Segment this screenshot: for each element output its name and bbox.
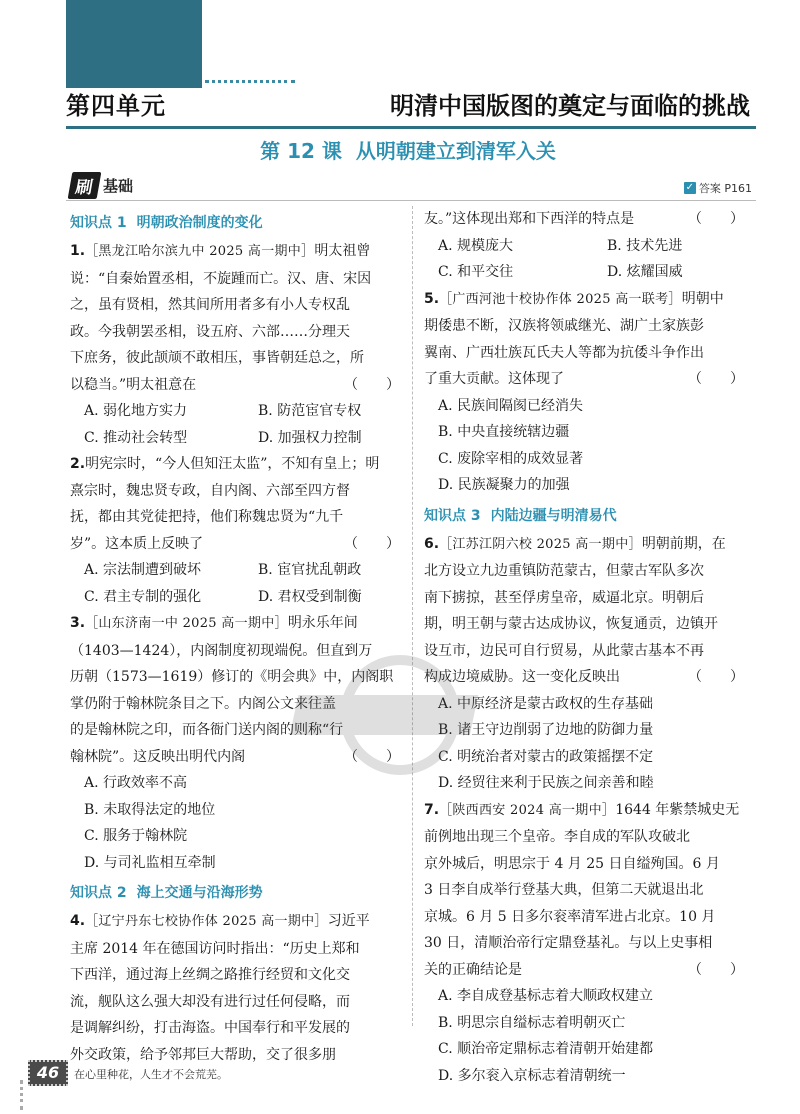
question-line: 关的正确结论是 <box>424 961 522 978</box>
question-line: 下西洋，通过海上丝绸之路推行经贸和文化交 <box>70 967 350 983</box>
question-line: 构成边境威胁。这一变化反映出 <box>424 669 620 685</box>
page-number: 46 <box>36 1063 60 1082</box>
option-c[interactable]: C. 顺治帝定鼎标志着清朝开始建都 <box>438 1041 654 1057</box>
question-line: 北方设立九边重镇防范蒙古，但蒙古军队多次 <box>424 563 704 579</box>
option-b[interactable]: B. 宦官扰乱朝政 <box>258 562 362 578</box>
question-line: 明永乐年间 <box>287 615 358 631</box>
question-line: 明宪宗时，“今人但知汪太监”，不知有皇上；明 <box>85 456 380 472</box>
question-5 <box>424 286 762 499</box>
question-line: 明朝中 <box>681 290 724 307</box>
option-a[interactable]: A. 中原经济是蒙古政权的生存基础 <box>438 695 654 712</box>
question-number: 7. <box>424 801 440 818</box>
question-number: 5. <box>424 290 440 307</box>
left-column <box>70 206 418 1068</box>
question-number: 1. <box>70 243 86 259</box>
check-icon: ✓ <box>685 182 695 193</box>
option-a[interactable]: A. 规模庞大 <box>438 237 514 254</box>
option-a[interactable]: A. 行政效率不高 <box>84 775 188 791</box>
unit-title: 明清中国版图的奠定与面临的挑战 <box>390 92 750 120</box>
option-d[interactable]: D. 民族凝聚力的加强 <box>438 477 570 493</box>
question-number: 6. <box>424 535 440 552</box>
answer-blank[interactable]: （ ） <box>688 211 744 227</box>
question-line: 掌仍附于翰林院条目之下。内阁公文来往盖 <box>70 695 336 712</box>
question-source: ［黑龙江哈尔滨九中 2025 高一期中］ <box>85 244 315 259</box>
question-line: 习近平 <box>327 913 370 929</box>
option-b[interactable]: B. 防范宦官专权 <box>258 403 362 419</box>
question-line: 以稳当。”明太祖意在 <box>70 376 197 393</box>
question-line: 抚，都由其党徒把持，他们称魏忠贤为“九千 <box>70 509 344 525</box>
question-source: ［江苏江阴六校 2025 高一期中］ <box>439 536 642 552</box>
unit-header-block <box>66 0 202 88</box>
question-line: 了重大贡献。这体现了 <box>424 371 564 387</box>
section-divider <box>66 200 756 201</box>
kp-title: 内陆边疆与明清易代 <box>490 507 617 524</box>
question-line: 翼南、广西壮族瓦氏夫人等都为抗倭斗争作出 <box>424 344 704 361</box>
answer-blank[interactable]: （ ） <box>344 748 400 765</box>
question-source: ［山东济南一中 2025 高一期中］ <box>85 616 288 631</box>
option-c[interactable]: C. 推动社会转型 <box>84 429 188 446</box>
question-3 <box>70 610 418 876</box>
question-line: 30 日，清顺治帝行定鼎登基礼。与以上史事相 <box>424 935 713 951</box>
question-line: 翰林院”。这反映出明代内阁 <box>70 748 246 765</box>
question-line: 之，虽有贤相，然其间所用者多有小人专权乱 <box>70 297 350 313</box>
answer-blank[interactable]: （ ） <box>344 376 400 393</box>
question-line: 3 日李自成举行登基大典，但第二天就退出北 <box>424 882 704 898</box>
option-d[interactable]: D. 与司礼监相互牵制 <box>84 854 216 871</box>
section-label: 基础 <box>103 176 134 195</box>
lesson-number: 第 12 课 <box>260 139 342 163</box>
question-line: 岁”。这本质上反映了 <box>70 535 204 552</box>
answer-ref-text: 答案 P161 <box>698 182 752 195</box>
question-source: ［辽宁丹东七校协作体 2025 高一期中］ <box>85 914 328 929</box>
question-number: 4. <box>70 913 86 929</box>
kp-number: 知识点 2 <box>70 885 127 901</box>
answer-blank[interactable]: （ ） <box>344 535 400 552</box>
question-line: 京城。6 月 5 日多尔衮率清军进占北京。10 月 <box>424 908 716 925</box>
question-line: （1403—1424），内阁制度初现端倪。但直到万 <box>70 642 373 659</box>
question-line: 说：“自秦始置丞相，不旋踵而亡。汉、唐、宋因 <box>70 270 372 287</box>
question-2 <box>70 451 418 610</box>
decorative-dots <box>205 80 295 84</box>
knowledge-point-1 <box>70 212 418 234</box>
option-c[interactable]: C. 明统治者对蒙古的政策摇摆不定 <box>438 748 654 765</box>
answer-blank[interactable]: （ ） <box>688 371 744 387</box>
section-mark: 刷 <box>68 172 102 199</box>
knowledge-point-2 <box>70 882 418 904</box>
option-b[interactable]: B. 中央直接统辖边疆 <box>438 424 570 440</box>
option-d[interactable]: D. 君权受到制衡 <box>258 588 362 605</box>
question-number: 2. <box>70 456 86 472</box>
option-b[interactable]: B. 诸王守边削弱了边地的防御力量 <box>438 722 654 738</box>
option-d[interactable]: D. 炫耀国威 <box>607 264 683 280</box>
answer-blank[interactable]: （ ） <box>688 961 744 978</box>
answer-reference <box>684 180 752 196</box>
option-b[interactable]: B. 明思宗自缢标志着明朝灭亡 <box>438 1014 626 1031</box>
lesson-title <box>200 134 630 168</box>
option-d[interactable]: D. 加强权力控制 <box>258 429 362 446</box>
question-6 <box>424 531 762 797</box>
option-c[interactable]: C. 君主专制的强化 <box>84 588 202 605</box>
unit-divider <box>66 126 756 129</box>
answer-blank[interactable]: （ ） <box>688 669 744 685</box>
option-b[interactable]: B. 技术先进 <box>607 237 683 254</box>
question-4 <box>70 908 418 1068</box>
question-line: 设互市，边民可自行贸易，从此蒙古基本不再 <box>424 642 704 659</box>
option-d[interactable]: D. 经贸往来利于民族之间亲善和睦 <box>438 775 654 791</box>
kp-number: 知识点 1 <box>70 215 127 231</box>
question-line: 南下掳掠，甚至俘虏皇帝，威逼北京。明朝后 <box>424 589 704 606</box>
question-source: ［陕西西安 2024 高一期中］ <box>439 802 616 818</box>
option-c[interactable]: C. 和平交往 <box>438 264 514 280</box>
question-line: 明太祖曾 <box>314 243 371 259</box>
question-line: 主席 2014 年在德国访问时指出：“历史上郑和 <box>70 940 360 957</box>
question-1 <box>70 238 418 451</box>
question-source: ［广西河池十校协作体 2025 高一联考］ <box>439 291 682 307</box>
option-c[interactable]: C. 废除宰相的成效显著 <box>438 450 584 467</box>
option-a[interactable]: A. 宗法制遭到破坏 <box>84 562 202 578</box>
option-a[interactable]: A. 李自成登基标志着大顺政权建立 <box>438 988 654 1004</box>
question-line: 期倭患不断，汉族将领戚继光、湖广土家族彭 <box>424 318 704 334</box>
right-column <box>424 206 762 1089</box>
section-badge <box>70 172 133 198</box>
question-line: 熹宗时，魏忠贤专政，自内阁、六部至四方督 <box>70 482 350 499</box>
option-d[interactable]: D. 多尔衮入京标志着清朝统一 <box>438 1067 626 1084</box>
question-line: 明朝前期，在 <box>641 535 726 552</box>
question-line: 流，舰队这么强大却没有进行过任何侵略，而 <box>70 993 350 1010</box>
question-number: 3. <box>70 615 86 631</box>
knowledge-point-3 <box>424 505 762 527</box>
question-line: 下庶务，彼此颉颃不敢相压，事皆朝廷总之，所 <box>70 350 364 366</box>
lesson-name: 从明朝建立到清军入关 <box>355 139 556 163</box>
decorative-dots <box>20 1080 40 1110</box>
question-line: 的是翰林院之印，而各衙门送内阁的则称“行 <box>70 722 344 738</box>
question-line: 历朝（1573—1619）修订的《明会典》中，内阁职 <box>70 669 394 685</box>
question-line: 期，明王朝与蒙古达成协议，恢复通贡，边镇开 <box>424 616 718 632</box>
question-line: 1644 年紫禁城史无 <box>615 801 740 818</box>
unit-label: 第四单元 <box>66 92 166 120</box>
question-7 <box>424 797 762 1090</box>
question-line: 政。今我朝罢丞相，设五府、六部……分理天 <box>70 323 350 340</box>
question-line: 友。”这体现出郑和下西洋的特点是 <box>424 211 635 227</box>
kp-title: 海上交通与沿海形势 <box>136 885 263 901</box>
option-b[interactable]: B. 未取得法定的地位 <box>84 801 216 818</box>
kp-number: 知识点 3 <box>424 507 481 524</box>
footer-motto: 在心里种花，人生才不会荒芜。 <box>74 1068 228 1081</box>
question-line: 前例地出现三个皇帝。李自成的军队攻破北 <box>424 829 690 845</box>
option-c[interactable]: C. 服务于翰林院 <box>84 828 188 844</box>
kp-title: 明朝政治制度的变化 <box>136 215 263 231</box>
question-4-continued <box>424 206 762 286</box>
question-line: 外交政策，给予邻邦巨大帮助，交了很多朋 <box>70 1046 336 1063</box>
option-a[interactable]: A. 弱化地方实力 <box>84 403 188 419</box>
question-line: 是调解纠纷，打击海盗。中国奉行和平发展的 <box>70 1020 350 1036</box>
option-a[interactable]: A. 民族间隔阂已经消失 <box>438 397 584 414</box>
question-line: 京外城后，明思宗于 4 月 25 日自缢殉国。6 月 <box>424 855 720 872</box>
